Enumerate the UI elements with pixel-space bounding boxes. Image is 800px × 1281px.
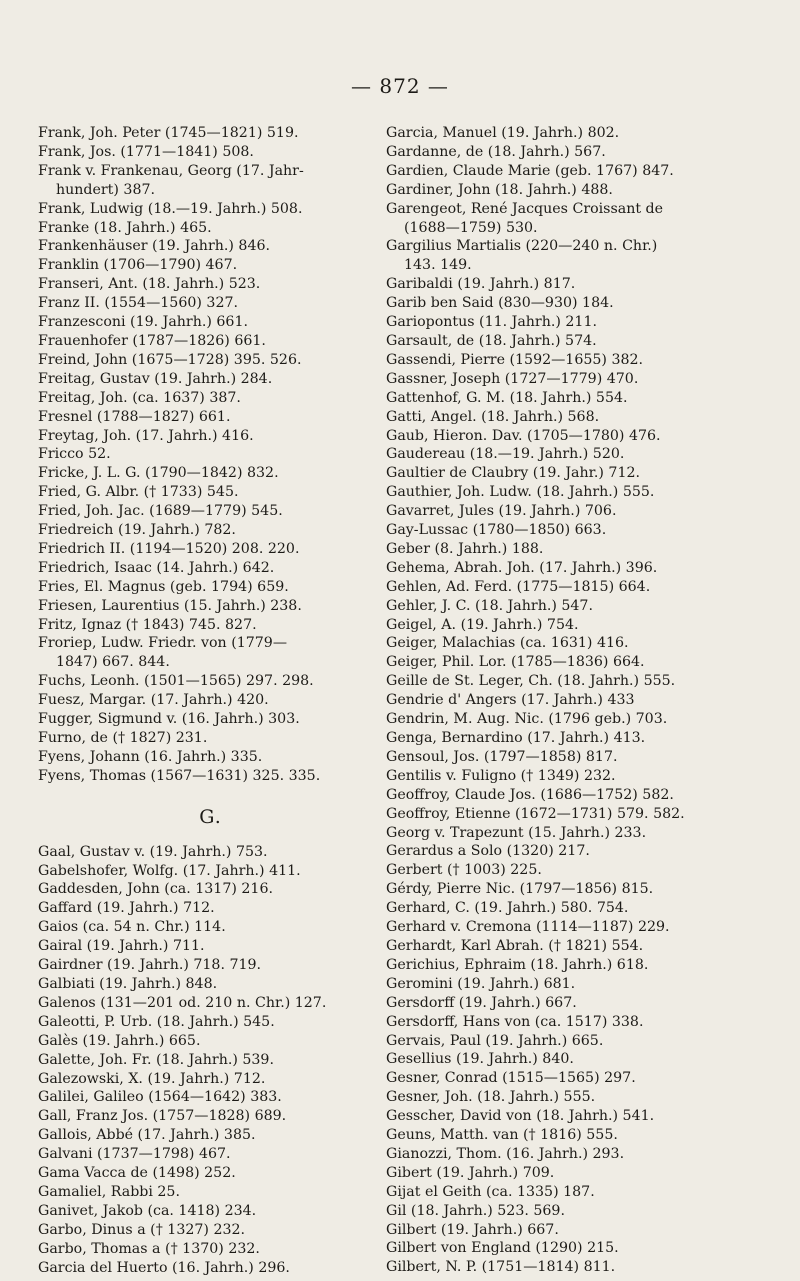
index-entry bbox=[38, 1183, 383, 1202]
entry-line: Frank, Jos. (1771—1841) 508. bbox=[38, 143, 254, 160]
index-entry bbox=[38, 862, 383, 881]
entry-line: Gesellius (19. Jahrh.) 840. bbox=[386, 1051, 574, 1068]
entry-line: Geigel, A. (19. Jahrh.) 754. bbox=[386, 616, 579, 633]
entry-line: Geiger, Phil. Lor. (1785—1836) 664. bbox=[386, 654, 645, 671]
index-entry bbox=[38, 1013, 383, 1032]
right-column bbox=[386, 124, 791, 1277]
entry-line: Genga, Bernardino (17. Jahrh.) 413. bbox=[386, 730, 646, 746]
entry-line: Gérdy, Pierre Nic. (1797—1856) 815. bbox=[386, 881, 654, 898]
entry-continuation: hundert) 387. bbox=[56, 181, 156, 198]
index-entry bbox=[38, 1221, 383, 1240]
index-entry bbox=[386, 805, 791, 824]
index-entry bbox=[386, 616, 791, 635]
entry-line: Gatti, Angel. (18. Jahrh.) 568. bbox=[386, 408, 600, 425]
entry-line: Gardiner, John (18. Jahrh.) 488. bbox=[386, 181, 613, 198]
index-entry bbox=[386, 880, 791, 899]
entry-line: Gilbert (19. Jahrh.) 667. bbox=[386, 1221, 559, 1238]
entry-line: Gerardus a Solo (1320) 217. bbox=[386, 843, 590, 860]
entry-line: Gilbert von England (1290) 215. bbox=[386, 1240, 619, 1257]
index-entry bbox=[386, 1202, 791, 1221]
index-entry bbox=[386, 1183, 791, 1202]
entry-line: Gariopontus (11. Jahrh.) 211. bbox=[386, 314, 597, 331]
entry-line: Gay-Lussac (1780—1850) 663. bbox=[386, 522, 607, 539]
entry-line: Geoffroy, Etienne (1672—1731) 579. 582. bbox=[386, 805, 685, 822]
entry-line: Frankenhäuser (19. Jahrh.) 846. bbox=[38, 238, 271, 255]
entry-line: Geille de St. Leger, Ch. (18. Jahrh.) 555. bbox=[386, 673, 676, 690]
index-entry bbox=[38, 1032, 383, 1051]
index-entry bbox=[38, 710, 383, 729]
entry-line: Freytag, Joh. (17. Jahrh.) 416. bbox=[38, 427, 254, 444]
entry-line: Friedrich, Isaac (14. Jahrh.) 642. bbox=[38, 559, 275, 576]
index-entry bbox=[386, 1013, 791, 1032]
entry-line: Gesscher, David von (18. Jahrh.) 541. bbox=[386, 1108, 655, 1125]
entry-line: Frauenhofer (1787—1826) 661. bbox=[38, 332, 266, 349]
index-entry bbox=[38, 521, 383, 540]
index-entry bbox=[38, 1240, 383, 1259]
index-entry bbox=[38, 975, 383, 994]
index-entry bbox=[38, 843, 383, 862]
entry-line: Fugger, Sigmund v. (16. Jahrh.) 303. bbox=[38, 711, 300, 728]
index-entry bbox=[386, 143, 791, 162]
index-entry bbox=[38, 578, 383, 597]
entry-line: Franklin (1706—1790) 467. bbox=[38, 257, 238, 274]
entry-line: Gesner, Joh. (18. Jahrh.) 555. bbox=[386, 1089, 596, 1106]
entry-line: Gersdorff, Hans von (ca. 1517) 338. bbox=[386, 1013, 644, 1030]
entry-line: Gama Vacca de (1498) 252. bbox=[38, 1165, 236, 1182]
entry-line: Gargilius Martialis (220—240 n. Chr.) bbox=[386, 238, 658, 255]
index-entry bbox=[386, 729, 791, 748]
entry-line: Gendrin, M. Aug. Nic. (1796 geb.) 703. bbox=[386, 711, 668, 728]
index-entry bbox=[386, 181, 791, 200]
entry-line: Galette, Joh. Fr. (18. Jahrh.) 539. bbox=[38, 1051, 274, 1068]
index-entry bbox=[386, 370, 791, 389]
index-entry bbox=[386, 332, 791, 351]
entry-line: Gall, Franz Jos. (1757—1828) 689. bbox=[38, 1108, 287, 1125]
entry-line: Garbo, Dinus a († 1327) 232. bbox=[38, 1221, 246, 1238]
entry-line: Froriep, Ludw. Friedr. von (1779— bbox=[38, 635, 288, 652]
index-entry bbox=[38, 219, 383, 238]
entry-line: Gehler, J. C. (18. Jahrh.) 547. bbox=[386, 597, 593, 614]
entry-line: Gardien, Claude Marie (geb. 1767) 847. bbox=[386, 162, 674, 179]
entry-line: Gassendi, Pierre (1592—1655) 382. bbox=[386, 351, 644, 368]
entry-line: Gaios (ca. 54 n. Chr.) 114. bbox=[38, 919, 226, 936]
entry-line: Geber (8. Jahrh.) 188. bbox=[386, 540, 544, 557]
entry-line: Gamaliel, Rabbi 25. bbox=[38, 1183, 180, 1200]
index-entry bbox=[386, 294, 791, 313]
index-entry bbox=[38, 351, 383, 370]
index-entry bbox=[386, 918, 791, 937]
entry-line: Gibert (19. Jahrh.) 709. bbox=[386, 1164, 555, 1181]
index-entry bbox=[386, 521, 791, 540]
entry-line: Garengeot, René Jacques Croissant de bbox=[386, 200, 664, 217]
index-entry bbox=[386, 124, 791, 143]
index-entry bbox=[38, 389, 383, 408]
entry-line: Gassner, Joseph (1727—1779) 470. bbox=[386, 370, 639, 387]
entry-line: Gilbert, N. P. (1751—1814) 811. bbox=[386, 1259, 616, 1276]
index-entry bbox=[386, 748, 791, 767]
entry-line: Gerichius, Ephraim (18. Jahrh.) 618. bbox=[386, 956, 649, 973]
index-entry bbox=[386, 975, 791, 994]
entry-line: Fried, G. Albr. († 1733) 545. bbox=[38, 484, 239, 501]
index-entry bbox=[38, 1107, 383, 1126]
entry-line: Gendrie d' Angers (17. Jahrh.) 433 bbox=[386, 692, 635, 709]
index-entry bbox=[386, 427, 791, 446]
index-entry bbox=[386, 578, 791, 597]
entry-line: Friedrich II. (1194—1520) 208. 220. bbox=[38, 540, 300, 557]
index-entry bbox=[38, 275, 383, 294]
entry-line: Galilei, Galileo (1564—1642) 383. bbox=[38, 1089, 282, 1106]
entry-line: Franzesconi (19. Jahrh.) 661. bbox=[38, 314, 248, 331]
entry-line: Gentilis v. Fuligno († 1349) 232. bbox=[386, 767, 616, 784]
index-entry bbox=[38, 332, 383, 351]
entry-line: Gehlen, Ad. Ferd. (1775—1815) 664. bbox=[386, 578, 651, 595]
index-entry bbox=[38, 162, 383, 200]
index-entry bbox=[38, 294, 383, 313]
index-entry bbox=[38, 1088, 383, 1107]
index-entry bbox=[386, 1145, 791, 1164]
index-entry bbox=[386, 275, 791, 294]
entry-line: Gairal (19. Jahrh.) 711. bbox=[38, 938, 205, 955]
entry-line: Fresnel (1788—1827) 661. bbox=[38, 408, 231, 425]
entry-line: Garsault, de (18. Jahrh.) 574. bbox=[386, 332, 597, 349]
entry-line: Gianozzi, Thom. (16. Jahrh.) 293. bbox=[386, 1145, 625, 1162]
entry-line: Frank v. Frankenau, Georg (17. Jahr- bbox=[38, 162, 304, 179]
index-entry bbox=[38, 370, 383, 389]
index-entry bbox=[38, 956, 383, 975]
index-entry bbox=[38, 445, 383, 464]
index-entry bbox=[386, 899, 791, 918]
index-entry bbox=[386, 351, 791, 370]
index-entry bbox=[38, 1070, 383, 1089]
index-entry bbox=[386, 1069, 791, 1088]
index-entry bbox=[386, 672, 791, 691]
entry-line: Gaddesden, John (ca. 1317) 216. bbox=[38, 881, 273, 898]
index-entry bbox=[386, 937, 791, 956]
entry-continuation: (1688—1759) 530. bbox=[404, 219, 538, 236]
index-entry bbox=[386, 710, 791, 729]
entry-line: Gaal, Gustav v. (19. Jahrh.) 753. bbox=[38, 843, 268, 860]
index-entry bbox=[38, 427, 383, 446]
entry-line: Frank, Joh. Peter (1745—1821) 519. bbox=[38, 125, 299, 141]
entry-line: Gehema, Abrah. Joh. (17. Jahrh.) 396. bbox=[386, 559, 658, 576]
index-entry bbox=[38, 1051, 383, 1070]
entry-line: Fricco 52. bbox=[38, 446, 111, 463]
index-entry bbox=[386, 1050, 791, 1069]
index-entry bbox=[38, 748, 383, 767]
entry-line: Gerhard, C. (19. Jahrh.) 580. 754. bbox=[386, 900, 629, 917]
entry-line: Gardanne, de (18. Jahrh.) 567. bbox=[386, 143, 606, 160]
entry-line: Galenos (131—201 od. 210 n. Chr.) 127. bbox=[38, 994, 327, 1011]
entry-line: Fuchs, Leonh. (1501—1565) 297. 298. bbox=[38, 673, 314, 690]
entry-line: Geuns, Matth. van († 1816) 555. bbox=[386, 1127, 618, 1144]
index-entry bbox=[38, 1259, 383, 1278]
index-entry bbox=[386, 389, 791, 408]
index-entry bbox=[386, 786, 791, 805]
index-entry bbox=[386, 559, 791, 578]
entry-line: Ganivet, Jakob (ca. 1418) 234. bbox=[38, 1202, 257, 1219]
index-entry bbox=[38, 237, 383, 256]
index-entry bbox=[38, 634, 383, 672]
entry-line: Gairdner (19. Jahrh.) 718. 719. bbox=[38, 957, 262, 974]
index-entry bbox=[386, 237, 791, 275]
index-entry bbox=[38, 256, 383, 275]
entry-line: Gil (18. Jahrh.) 523. 569. bbox=[386, 1202, 565, 1219]
entry-line: Gabelshofer, Wolfg. (17. Jahrh.) 411. bbox=[38, 862, 301, 879]
index-entry bbox=[386, 597, 791, 616]
entry-line: Georg v. Trapezunt (15. Jahrh.) 233. bbox=[386, 824, 647, 841]
index-entry bbox=[38, 559, 383, 578]
left-column bbox=[38, 124, 383, 1277]
index-entry bbox=[386, 540, 791, 559]
index-entry bbox=[38, 1126, 383, 1145]
entry-line: Gerhard v. Cremona (1114—1187) 229. bbox=[386, 919, 670, 936]
index-entry bbox=[38, 1145, 383, 1164]
index-entry bbox=[38, 483, 383, 502]
index-entry bbox=[38, 729, 383, 748]
entry-line: Geromini (19. Jahrh.) 681. bbox=[386, 975, 576, 992]
entry-line: Gensoul, Jos. (1797—1858) 817. bbox=[386, 748, 618, 765]
index-entry bbox=[38, 1164, 383, 1183]
index-entry bbox=[386, 956, 791, 975]
section-heading: G. bbox=[199, 805, 222, 828]
entry-line: Gallois, Abbé (17. Jahrh.) 385. bbox=[38, 1127, 256, 1144]
entry-line: Frank, Ludwig (18.—19. Jahrh.) 508. bbox=[38, 200, 303, 217]
entry-line: Gavarret, Jules (19. Jahrh.) 706. bbox=[386, 503, 617, 520]
entry-line: Fuesz, Margar. (17. Jahrh.) 420. bbox=[38, 692, 269, 709]
entry-line: Gattenhof, G. M. (18. Jahrh.) 554. bbox=[386, 389, 628, 406]
index-entry bbox=[38, 937, 383, 956]
index-entry bbox=[386, 634, 791, 653]
index-entry bbox=[386, 1221, 791, 1240]
index-entry bbox=[386, 861, 791, 880]
index-entry bbox=[38, 994, 383, 1013]
entry-line: Galezowski, X. (19. Jahrh.) 712. bbox=[38, 1070, 266, 1087]
index-entry bbox=[38, 408, 383, 427]
index-entry bbox=[38, 200, 383, 219]
entry-line: Gerbert († 1003) 225. bbox=[386, 862, 542, 879]
index-entry bbox=[386, 464, 791, 483]
index-entry bbox=[386, 1126, 791, 1145]
entry-line: Gaultier de Claubry (19. Jahr.) 712. bbox=[386, 465, 641, 482]
entry-line: Garbo, Thomas a († 1370) 232. bbox=[38, 1240, 260, 1257]
entry-line: Gervais, Paul (19. Jahrh.) 665. bbox=[386, 1032, 604, 1049]
index-entry bbox=[38, 540, 383, 559]
index-entry bbox=[38, 918, 383, 937]
index-entry bbox=[38, 143, 383, 162]
entry-line: Fyens, Johann (16. Jahrh.) 335. bbox=[38, 748, 263, 765]
entry-line: Garibaldi (19. Jahrh.) 817. bbox=[386, 276, 576, 293]
index-entry bbox=[386, 1239, 791, 1258]
entry-line: Furno, de († 1827) 231. bbox=[38, 730, 208, 746]
index-entry bbox=[38, 502, 383, 521]
index-entry bbox=[386, 1164, 791, 1183]
index-entry bbox=[38, 124, 383, 143]
entry-line: Galès (19. Jahrh.) 665. bbox=[38, 1032, 201, 1049]
index-entry bbox=[386, 162, 791, 181]
index-entry bbox=[386, 1032, 791, 1051]
index-entry bbox=[38, 313, 383, 332]
entry-line: Gijat el Geith (ca. 1335) 187. bbox=[386, 1183, 595, 1200]
index-entry bbox=[386, 824, 791, 843]
index-entry bbox=[386, 842, 791, 861]
entry-line: Franke (18. Jahrh.) 465. bbox=[38, 219, 212, 236]
entry-line: Friedreich (19. Jahrh.) 782. bbox=[38, 522, 236, 539]
entry-continuation: 143. 149. bbox=[404, 257, 472, 274]
index-entry bbox=[386, 767, 791, 786]
index-entry bbox=[38, 597, 383, 616]
index-entry bbox=[386, 691, 791, 710]
index-entry bbox=[38, 672, 383, 691]
entry-line: Gaub, Hieron. Dav. (1705—1780) 476. bbox=[386, 427, 661, 444]
entry-line: Freitag, Joh. (ca. 1637) 387. bbox=[38, 389, 241, 406]
entry-line: Fries, El. Magnus (geb. 1794) 659. bbox=[38, 578, 289, 595]
entry-line: Gerhardt, Karl Abrah. († 1821) 554. bbox=[386, 937, 644, 954]
entry-line: Franz II. (1554—1560) 327. bbox=[38, 295, 239, 312]
entry-line: Gaffard (19. Jahrh.) 712. bbox=[38, 900, 215, 917]
entry-line: Garcia, Manuel (19. Jahrh.) 802. bbox=[386, 125, 620, 141]
entry-line: Freitag, Gustav (19. Jahrh.) 284. bbox=[38, 370, 273, 387]
entry-line: Geiger, Malachias (ca. 1631) 416. bbox=[386, 635, 629, 652]
entry-line: Franseri, Ant. (18. Jahrh.) 523. bbox=[38, 276, 261, 293]
index-entry bbox=[386, 408, 791, 427]
entry-line: Garib ben Said (830—930) 184. bbox=[386, 295, 614, 312]
index-entry bbox=[38, 899, 383, 918]
index-entry bbox=[38, 1202, 383, 1221]
entry-line: Fritz, Ignaz († 1843) 745. 827. bbox=[38, 616, 257, 633]
index-entry bbox=[386, 1258, 791, 1277]
index-entry bbox=[38, 464, 383, 483]
index-entry bbox=[386, 313, 791, 332]
index-entry bbox=[38, 691, 383, 710]
index-entry bbox=[38, 767, 383, 786]
entry-line: Gesner, Conrad (1515—1565) 297. bbox=[386, 1070, 636, 1087]
entry-line: Galvani (1737—1798) 467. bbox=[38, 1146, 231, 1163]
index-entry bbox=[386, 502, 791, 521]
index-entry bbox=[386, 994, 791, 1013]
index-entry bbox=[386, 445, 791, 464]
entry-continuation: 1847) 667. 844. bbox=[56, 654, 170, 671]
entry-line: Freind, John (1675—1728) 395. 526. bbox=[38, 351, 302, 368]
entry-line: Friesen, Laurentius (15. Jahrh.) 238. bbox=[38, 597, 302, 614]
entry-line: Geoffroy, Claude Jos. (1686—1752) 582. bbox=[386, 786, 674, 803]
entry-line: Gaudereau (18.—19. Jahrh.) 520. bbox=[386, 446, 625, 463]
entry-line: Gauthier, Joh. Ludw. (18. Jahrh.) 555. bbox=[386, 484, 655, 501]
index-entry bbox=[386, 1088, 791, 1107]
entry-line: Garcia del Huerto (16. Jahrh.) 296. bbox=[38, 1259, 290, 1276]
index-entry bbox=[38, 616, 383, 635]
index-entry bbox=[386, 1107, 791, 1126]
entry-line: Fried, Joh. Jac. (1689—1779) 545. bbox=[38, 503, 283, 520]
entry-line: Galbiati (19. Jahrh.) 848. bbox=[38, 975, 218, 992]
index-entry bbox=[38, 880, 383, 899]
index-entry bbox=[386, 653, 791, 672]
entry-line: Fyens, Thomas (1567—1631) 325. 335. bbox=[38, 767, 321, 784]
entry-line: Fricke, J. L. G. (1790—1842) 832. bbox=[38, 465, 279, 482]
index-entry bbox=[386, 200, 791, 238]
index-entry bbox=[386, 483, 791, 502]
page-number: — 872 — bbox=[351, 74, 449, 98]
entry-line: Galeotti, P. Urb. (18. Jahrh.) 545. bbox=[38, 1013, 275, 1030]
entry-line: Gersdorff (19. Jahrh.) 667. bbox=[386, 994, 577, 1011]
